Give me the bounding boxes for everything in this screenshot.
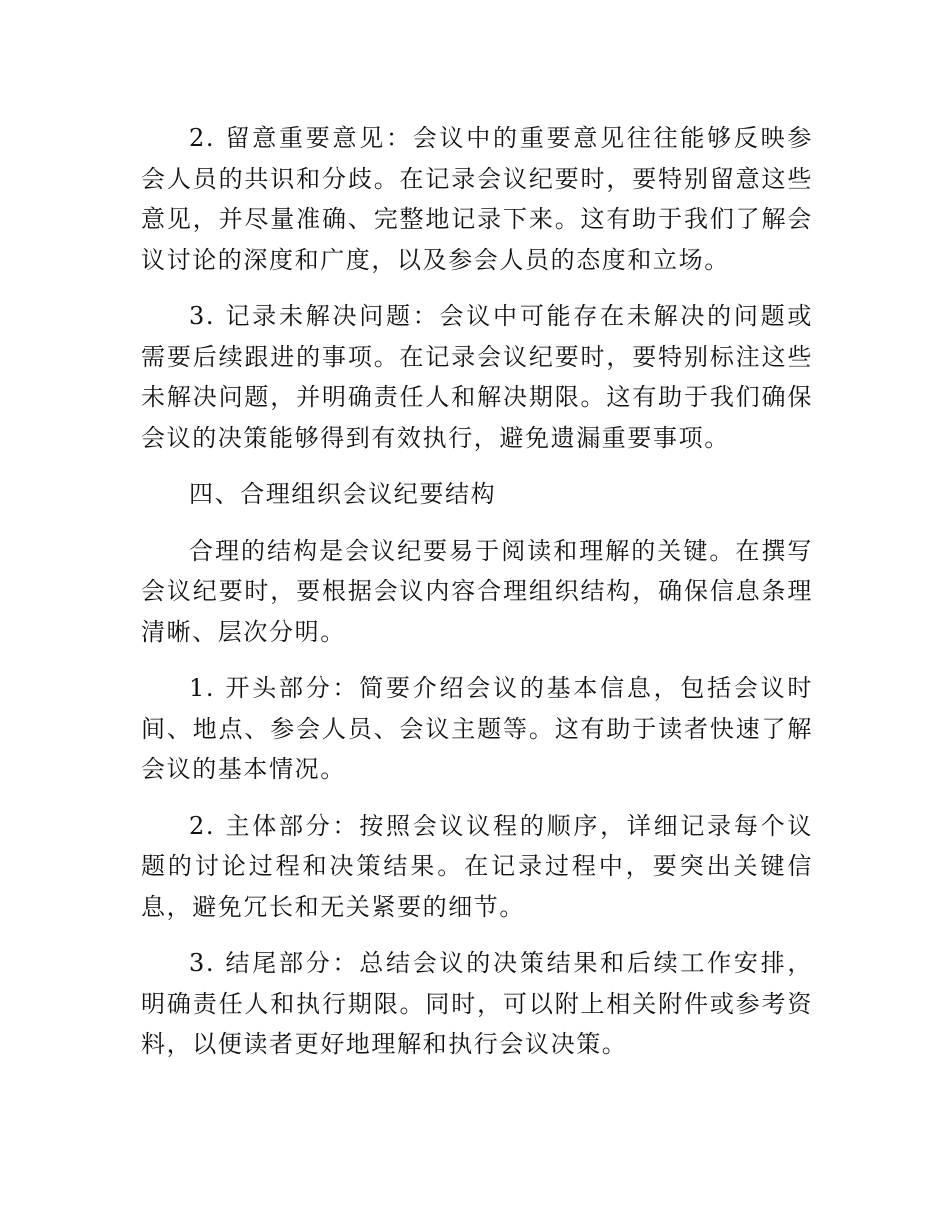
paragraph-record-unresolved-issues: 3. 记录未解决问题：会议中可能存在未解决的问题或需要后续跟进的事项。在记录会议纪要时，要特别标注这些未解决问题，并明确责任人和解决期限。这有助于我们确保会议的决策能够得到有效执行，避免遗漏重要事项。	[141, 302, 813, 452]
paragraph-record-important-opinions: 2. 留意重要意见：会议中的重要意见往往能够反映参会人员的共识和分歧。在记录会议纪要时，要特别留意这些意见，并尽量准确、完整地记录下来。这有助于我们了解会议讨论的深度和广度，以及参会人员的态度和立场。	[141, 124, 813, 274]
document-body	[141, 118, 813, 1065]
paragraph-main-part: 2. 主体部分：按照会议议程的顺序，详细记录每个议题的讨论过程和决策结果。在记录过程中，要突出关键信息，避免冗长和无关紧要的细节。	[141, 811, 813, 921]
paragraph-opening-part: 1. 开头部分：简要介绍会议的基本信息，包括会议时间、地点、参会人员、会议主题等。这有助于读者快速了解会议的基本情况。	[141, 674, 813, 783]
paragraph-ending-part: 3. 结尾部分：总结会议的决策结果和后续工作安排，明确责任人和执行期限。同时，可以附上相关附件或参考资料，以便读者更好地理解和执行会议决策。	[141, 949, 813, 1058]
paragraph-structure-intro: 合理的结构是会议纪要易于阅读和理解的关键。在撰写会议纪要时，要根据会议内容合理组织结构，确保信息条理清晰、层次分明。	[141, 536, 813, 646]
section-heading-structure: 四、合理组织会议纪要结构	[189, 480, 497, 508]
